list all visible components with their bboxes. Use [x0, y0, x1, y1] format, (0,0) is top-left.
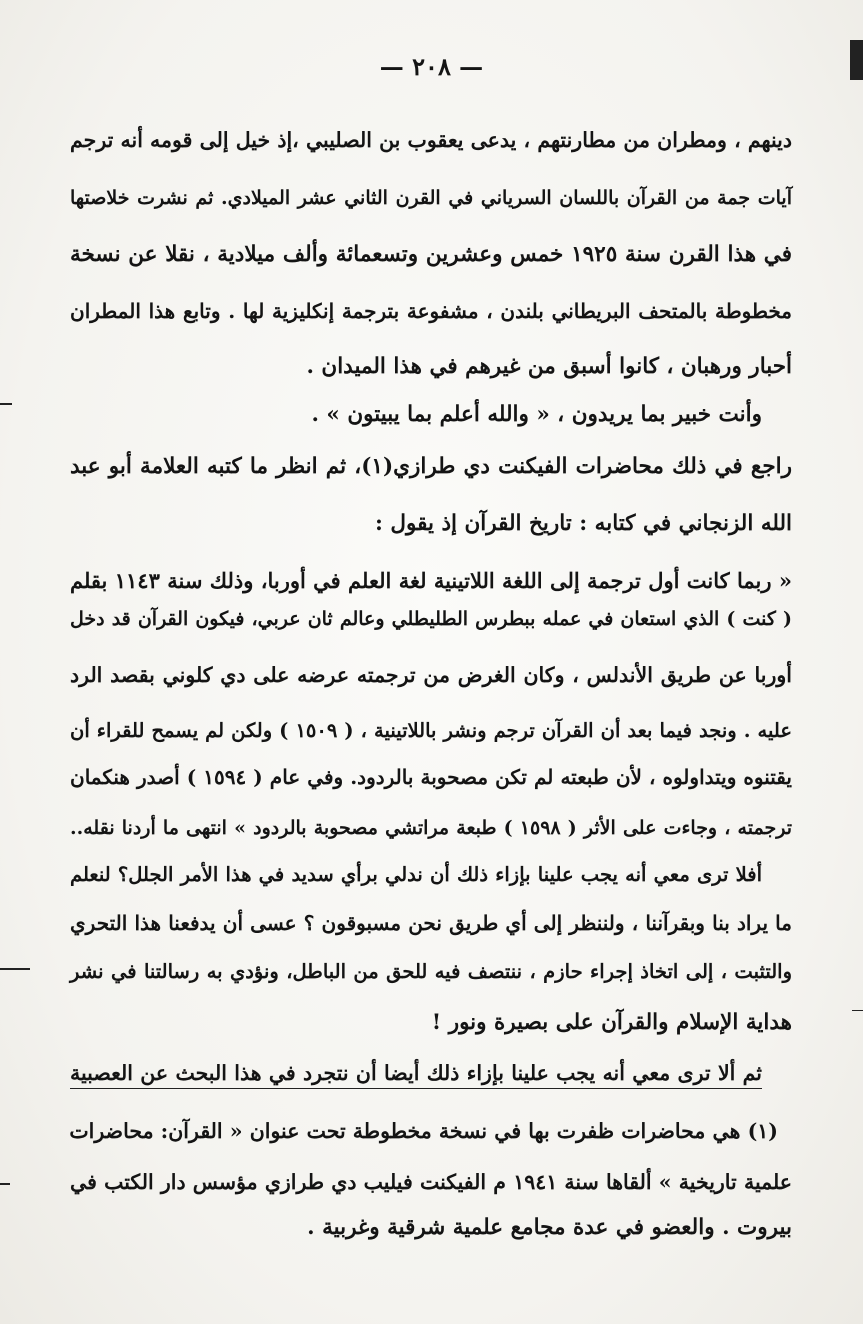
quote-line: ( كنت ) الذي استعان في عمله ببطرس الطليطلي وعالم ثان عربي، فيكون القرآن قد دخل — [70, 608, 792, 630]
scan-edge-mark — [0, 968, 30, 970]
text-line: والتثبت ، إلى اتخاذ إجراء حازم ، ننتصف فيه للحق من الباطل، ونؤدي به رسالتنا في نشر — [70, 960, 792, 983]
quote-line: « ربما كانت أول ترجمة إلى اللغة اللاتينية لغة العلم في أوربا، وذلك سنة ١١٤٣ بقلم — [70, 568, 792, 593]
text-line: الله الزنجاني في كتابه : تاريخ القرآن إذ يقول : — [374, 511, 792, 536]
text-line: راجع في ذلك محاضرات الفيكنت دي طرازي(١)، ثم انظر ما كتبه العلامة أبو عبد — [70, 454, 792, 479]
text-line: دينهم ، ومطران من مطارنتهم ، يدعى يعقوب بن الصليبي ،إذ خيل إلى قومه أنه ترجم — [70, 128, 792, 152]
text-line: آيات جمة من القرآن باللسان السرياني في القرن الثاني عشر الميلادي. ثم نشرت خلاصتها — [70, 187, 792, 209]
footnote-line: علمية تاريخية » ألقاها سنة ١٩٤١ م الفيكنت فيليب دي طرازي مؤسس دار الكتب في — [70, 1170, 792, 1194]
quote-line: عليه . ونجد فيما بعد أن القرآن ترجم ونشر باللاتينية ، ( ١٥٠٩ ) ولكن لم يسمح للقراء أن — [70, 719, 792, 742]
scan-edge-mark — [850, 40, 863, 80]
text-line: ثم ألا ترى معي أنه يجب علينا بإزاء ذلك أيضا أن نتجرد في هذا البحث عن العصبية — [70, 1058, 762, 1089]
text-line: أحبار ورهبان ، كانوا أسبق من غيرهم في هذا الميدان . — [306, 354, 792, 379]
page-number: — ٢٠٨ — — [379, 52, 484, 81]
text-line: أفلا ترى معي أنه يجب علينا بإزاء ذلك أن ندلي برأي سديد في هذا الأمر الجلل؟ لنعلم — [70, 863, 762, 886]
quote-line: يقتنوه ويتداولوه ، لأن طبعته لم تكن مصحوبة بالردود. وفي عام ( ١٥٩٤ ) أصدر هنكمان — [70, 765, 792, 789]
quote-line: أوربا عن طريق الأندلس ، وكان الغرض من ترجمته عرضه على دي كلوني بقصد الرد — [70, 663, 792, 687]
quote-line: ترجمته ، وجاءت على الأثر ( ١٥٩٨ ) طبعة مراتشي مصحوبة بالردود » انتهى ما أردنا نقله.. — [70, 817, 792, 839]
text-line: ما يراد بنا وبقرآننا ، ولننظر إلى أي طريق نحن مسبوقون ؟ عسى أن يدفعنا هذا التحري — [70, 911, 792, 935]
text-line: في هذا القرن سنة ١٩٢٥ خمس وعشرين وتسعمائة وألف ميلادية ، نقلا عن نسخة — [70, 242, 792, 267]
scan-edge-mark — [852, 1010, 863, 1011]
text-line: وأنت خبير بما يريدون ، « والله أعلم بما يبيتون » . — [311, 402, 762, 427]
footnote-line: بيروت . والعضو في عدة مجامع علمية شرقية وغربية . — [307, 1215, 792, 1240]
text-line: مخطوطة بالمتحف البريطاني بلندن ، مشفوعة بترجمة إنكليزية لها . وتابع هذا المطران — [70, 299, 792, 323]
text-line: هداية الإسلام والقرآن على بصيرة ونور ! — [431, 1010, 792, 1035]
scan-edge-mark — [0, 403, 12, 405]
footnote-line: (١) هي محاضرات ظفرت بها في نسخة مخطوطة تحت عنوان « القرآن: محاضرات — [69, 1119, 778, 1143]
scan-edge-mark — [0, 1183, 10, 1185]
